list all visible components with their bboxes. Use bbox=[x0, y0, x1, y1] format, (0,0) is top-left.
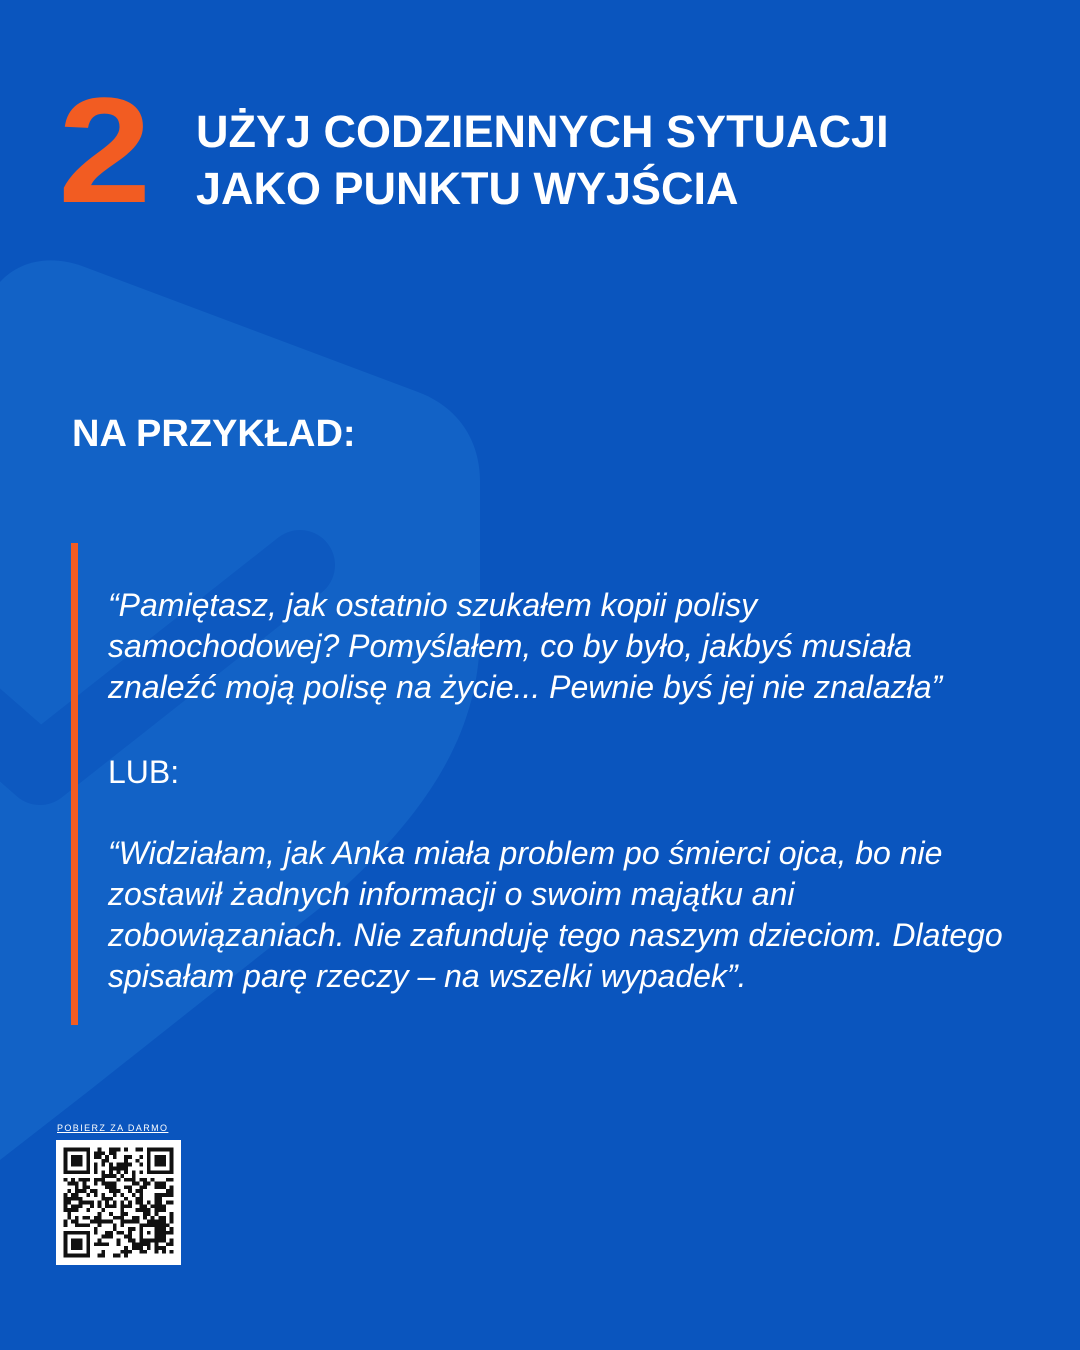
step-title-line-1: UŻYJ CODZIENNYCH SYTUACJI bbox=[196, 106, 889, 157]
quote-2 bbox=[108, 833, 1003, 997]
quote-1 bbox=[108, 585, 942, 708]
quote-2-line: zobowiązaniach. Nie zafunduję tego naszym dzieciom. Dlatego bbox=[108, 917, 1003, 953]
quote-1-line: znaleźć moją polisę na życie... Pewnie byś jej nie znalazła” bbox=[108, 669, 943, 705]
download-link[interactable]: POBIERZ ZA DARMO bbox=[57, 1123, 169, 1133]
quote-2-line: spisałam parę rzeczy – na wszelki wypadek”. bbox=[108, 958, 747, 994]
quote-1-line: samochodowej? Pomyślałem, co by było, jakbyś musiała bbox=[108, 628, 912, 664]
quote-2-line: zostawił żadnych informacji o swoim majątku ani bbox=[108, 876, 795, 912]
step-title bbox=[196, 103, 889, 217]
step-number: 2 bbox=[58, 66, 150, 234]
step-title-line-2: JAKO PUNKTU WYJŚCIA bbox=[196, 163, 739, 214]
qr-code-icon bbox=[56, 1140, 181, 1265]
qr-code-image bbox=[56, 1140, 181, 1265]
quote-2-line: “Widziałam, jak Anka miała problem po śmierci ojca, bo nie bbox=[108, 835, 943, 871]
or-separator: LUB: bbox=[108, 754, 180, 790]
quote-1-line: “Pamiętasz, jak ostatnio szukałem kopii polisy bbox=[108, 587, 758, 623]
example-label: NA PRZYKŁAD: bbox=[72, 413, 356, 455]
quote-accent-bar bbox=[71, 543, 78, 1025]
qr-code-modules bbox=[64, 1148, 174, 1258]
